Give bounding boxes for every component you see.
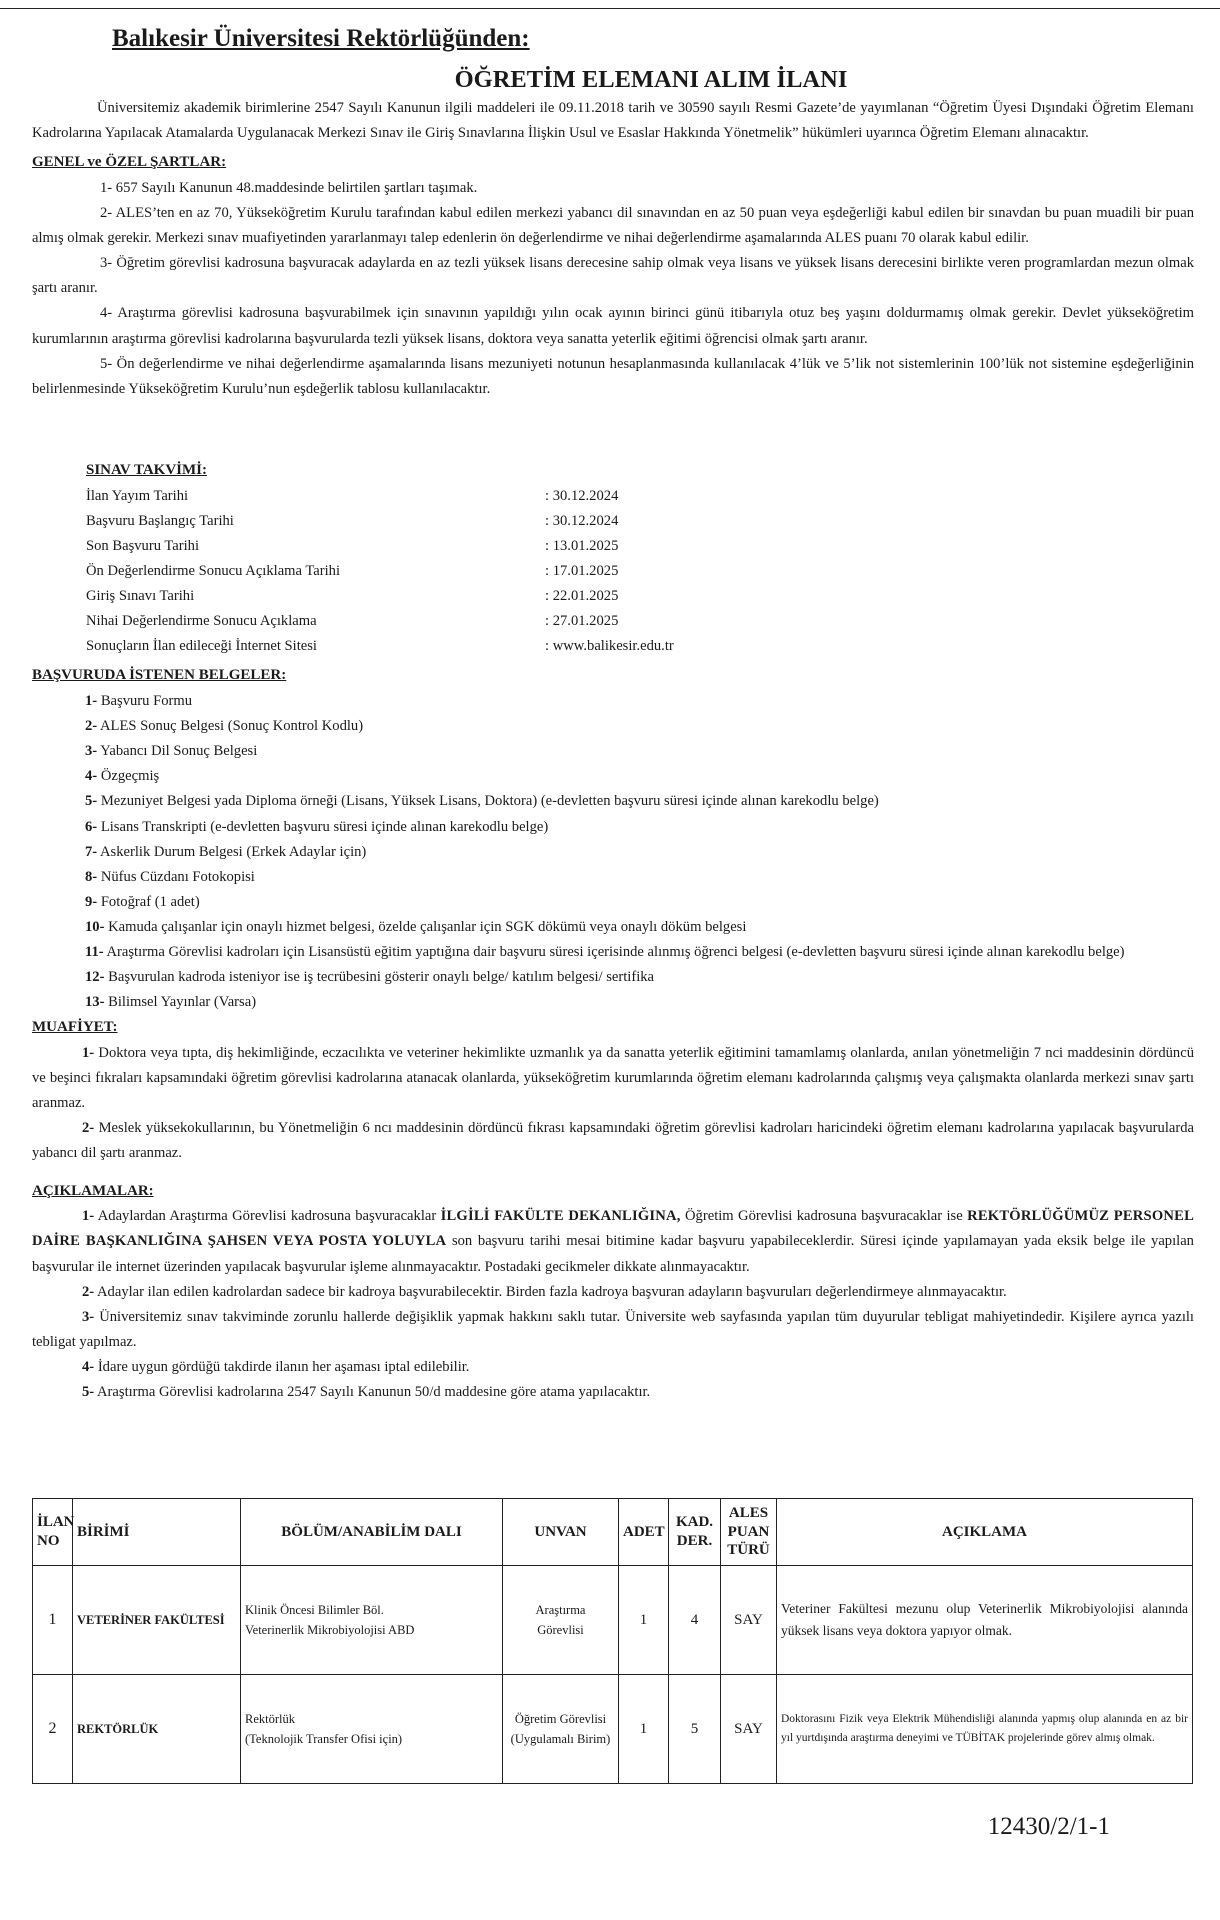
reference-number: 12430/2/1-1 [987, 1813, 1110, 1840]
exemption-heading: MUAFİYET: [32, 1019, 118, 1036]
item-number: 2- [82, 1120, 95, 1137]
explanations-heading: AÇIKLAMALAR: [32, 1182, 154, 1199]
cell-dept [241, 1675, 503, 1784]
item-text: Araştırma Görevlisi kadrolarına 2547 Sayılı Kanunun 50/d maddesine göre atama yapılacaktır. [94, 1384, 651, 1401]
item-text: Üniversitemiz sınav takviminde zorunlu hallerde değişiklik yapmak hakkını saklı tutar. Üniversite web sayfasında yapılan tüm duyurular tebligat mahiyetindedir. Kişilere ayrıca yazılı tebligat yapılmaz. [32, 1308, 1194, 1350]
cell-desc: Doktorasını Fizik veya Elektrik Mühendisliği alanında yapmış olup alanında en az bir yıl yurtdışında araştırma deneyimi ve TÜBİTAK projelerinde görev almış olmak. [777, 1675, 1193, 1784]
emphasis-text: İLGİLİ FAKÜLTE DEKANLIĞINA, [440, 1208, 681, 1225]
exam-calendar [32, 458, 1194, 659]
explanation-item [32, 1305, 1194, 1355]
title-line: Öğretim Görevlisi [514, 1712, 607, 1726]
institution-title: Balıkesir Üniversitesi Rektörlüğünden: [112, 25, 530, 52]
document-item [32, 689, 1194, 714]
cell-degree: 5 [669, 1675, 721, 1784]
item-text: Adaylar ilan edilen kadrolardan sadece bir kadroya başvurabilecektir. Birden fazla kadroya başvuran adayların başvuruları değerlendirmeye alınmayacaktır. [94, 1283, 1007, 1300]
item-number: 11- [85, 944, 104, 961]
calendar-value: : 13.01.2025 [545, 537, 619, 554]
item-text: Nüfus Cüzdanı Fotokopisi [97, 868, 255, 885]
col-header-ales: ALES PUAN TÜRÜ [721, 1499, 777, 1566]
exemption-item [32, 1116, 1194, 1166]
cell-no: 2 [33, 1675, 73, 1784]
item-text: son başvuru tarihi mesai bitimine kadar başvuru yapabileceklerdir. Süresi içinde yapılamayan yada eksik belge ile yapılan başvurular ile internet üzerinden yapılacak başvurular işleme alınmayacaktır. Postadaki gecikmeler dikkate alınmayacaktır. [32, 1233, 1194, 1275]
main-content [32, 96, 1194, 1405]
item-text: Fotoğraf (1 adet) [97, 893, 200, 910]
title-line: Görevlisi [537, 1623, 584, 1637]
condition-item: 5- Ön değerlendirme ve nihai değerlendirme aşamalarında lisans mezuniyeti notunun hesaplanmasında kullanılacak 4’lük ve 5’lik not sistemlerinin 100’lük not sistemine eşdeğerliğinin belirlenmesinde Yükseköğretim Kurulu’nun eşdeğerlik tablosu kullanılacaktır. [32, 355, 1194, 397]
item-text: Mezuniyet Belgesi yada Diploma örneği (Lisans, Yüksek Lisans, Doktora) (e-devletten başvuru süresi içinde alınan karekodlu belge) [97, 793, 879, 810]
document-item [32, 865, 1194, 890]
cell-dept [241, 1566, 503, 1675]
calendar-value: : 22.01.2025 [545, 588, 619, 604]
cell-title [503, 1675, 619, 1784]
announcement-title: ÖĞRETİM ELEMANI ALIM İLANI [454, 66, 848, 94]
item-number: 4- [82, 1358, 95, 1375]
cell-count: 1 [619, 1566, 669, 1675]
calendar-label: Ön Değerlendirme Sonucu Açıklama Tarihi [86, 562, 341, 579]
documents-heading: BAŞVURUDA İSTENEN BELGELER: [32, 667, 287, 684]
explanation-item [32, 1280, 1194, 1305]
item-text: Askerlik Durum Belgesi (Erkek Adaylar için) [97, 843, 367, 860]
cell-count: 1 [619, 1675, 669, 1784]
cell-ales: SAY [721, 1566, 777, 1675]
item-number: 2- [82, 1283, 95, 1300]
item-text: Özgeçmiş [97, 768, 160, 785]
item-text: Doktora veya tıpta, diş hekimliğinde, eczacılıkta ve veteriner hekimlikte uzmanlık ya da sanatta yeterlik eğitimini tamamlamış olanlarda, anılan yönetmeliğin 7 nci maddesinin dördüncü ve beşinci fıkraları kapsamındaki öğretim görevlisi kadrolarına atanacak olanlarda, yükseköğretim kurumlarında öğretim elemanı kadrolarında çalışmış veya çalışmakta olanlarda merkezi sınav şartı aranmaz. [32, 1045, 1194, 1112]
dept-line: Veterinerlik Mikrobiyolojisi ABD [245, 1623, 415, 1637]
explanation-item [32, 1204, 1194, 1279]
calendar-label: Son Başvuru Tarihi [86, 537, 200, 554]
item-text: Başvurulan kadroda isteniyor ise iş tecrübesini gösterir onaylı belge/ katılım belgesi/ sertifika [104, 969, 655, 986]
item-number: 2- [85, 718, 98, 735]
calendar-label: Başvuru Başlangıç Tarihi [86, 512, 234, 529]
item-number: 5- [82, 1384, 95, 1401]
item-number: 12- [85, 969, 105, 986]
condition-item: 4- Araştırma görevlisi kadrosuna başvurabilmek için sınavının yapıldığı yılın ocak ayının birinci günü itibarıyla otuz beş yaşını doldurmamış olmak gerekir. Devlet yükseköğretim kurumlarının araştırma görevlisi kadrolarına başvurularda tezli yüksek lisans, doktora veya sanatta yeterlik eğitimi öğrencisi olmak şartı aranır. [32, 305, 1194, 347]
cell-degree: 4 [669, 1566, 721, 1675]
calendar-value: : 17.01.2025 [545, 562, 619, 579]
cell-ales: SAY [721, 1675, 777, 1784]
calendar-heading: SINAV TAKVİMİ: [86, 461, 208, 478]
conditions-heading: GENEL ve ÖZEL ŞARTLAR: [32, 154, 227, 171]
calendar-label: Giriş Sınavı Tarihi [86, 588, 195, 604]
col-header-title: UNVAN [503, 1499, 619, 1566]
item-text: ALES Sonuç Belgesi (Sonuç Kontrol Kodlu) [97, 718, 364, 735]
item-number: 6- [85, 818, 98, 835]
item-text: Adaylardan Araştırma Görevlisi kadrosuna başvuracaklar [94, 1208, 441, 1225]
item-text: Araştırma Görevlisi kadroları için Lisansüstü eğitim yaptığına dair başvuru süresi içerisinde alınmış öğrenci belgesi (e-devletten başvuru süresi içinde alınan karekodlu belge) [103, 944, 1125, 961]
item-number: 5- [85, 793, 98, 810]
header [112, 24, 1120, 94]
table-row [33, 1675, 1193, 1784]
item-text: Yabancı Dil Sonuç Belgesi [97, 743, 258, 760]
calendar-row [32, 509, 1194, 534]
document-item [32, 840, 1194, 865]
calendar-row [32, 584, 1194, 609]
item-number: 4- [85, 768, 98, 785]
positions-table [32, 1498, 1193, 1784]
item-number: 8- [85, 868, 98, 885]
item-text: Kamuda çalışanlar için onaylı hizmet belgesi, özelde çalışanlar için SGK dökümü veya onaylı döküm belgesi [104, 918, 747, 935]
title-line: Araştırma [535, 1603, 586, 1617]
document-item [32, 990, 1194, 1015]
calendar-value: : 30.12.2024 [545, 487, 619, 504]
condition-item: 1- 657 Sayılı Kanunun 48.maddesinde belirtilen şartları taşımak. [100, 179, 478, 196]
condition-item: 2- ALES’ten en az 70, Yükseköğretim Kurulu tarafından kabul edilen merkezi yabancı dil sınavından en az 50 puan veya eşdeğerliği kabul edilen bir sınavdan bu puan muadili bir puan almış olmak gerekir. Merkezi sınav muafiyetinden yararlanmayı talep edenlerin ön değerlendirme ve nihai değerlendirme aşamalarında ALES puanı 70 olarak kabul edilir. [32, 205, 1194, 247]
section-spacer [32, 402, 1194, 458]
item-text: İdare uygun gördüğü takdirde ilanın her aşaması iptal edilebilir. [94, 1358, 470, 1375]
item-number: 3- [85, 743, 98, 760]
document-item [32, 940, 1194, 965]
calendar-value: : 27.01.2025 [545, 613, 619, 630]
item-text: Meslek yüksekokullarının, bu Yönetmeliğin 6 ncı maddesinin dördüncü fıkrası kapsamındaki öğretim görevlisi kadroları haricindeki öğretim elemanı kadrolarına yapılacak başvurularda yabancı dil şartı aranmaz. [32, 1120, 1194, 1162]
calendar-row [32, 484, 1194, 509]
table-row [33, 1566, 1193, 1675]
calendar-row [32, 609, 1194, 634]
item-number: 1- [85, 693, 98, 710]
dept-line: Rektörlük [245, 1712, 295, 1726]
item-text: Lisans Transkripti (e-devletten başvuru süresi içinde alınan karekodlu belge) [97, 818, 549, 835]
table-header-row [33, 1499, 1193, 1566]
item-text: Bilimsel Yayınlar (Varsa) [104, 994, 257, 1011]
calendar-label: Nihai Değerlendirme Sonucu Açıklama [86, 613, 317, 630]
calendar-row [32, 634, 1194, 659]
title-line: (Uygulamalı Birim) [510, 1732, 611, 1746]
calendar-row [32, 534, 1194, 559]
dept-line: (Teknolojik Transfer Ofisi için) [245, 1732, 403, 1746]
item-number: 3- [82, 1308, 95, 1325]
website-link[interactable]: : www.balikesir.edu.tr [545, 638, 674, 655]
col-header-unit: BİRİMİ [73, 1499, 241, 1566]
document-item [32, 890, 1194, 915]
calendar-row [32, 559, 1194, 584]
col-header-count: ADET [619, 1499, 669, 1566]
calendar-label: İlan Yayım Tarihi [86, 487, 189, 504]
item-text: Öğretim Görevlisi kadrosuna başvuracaklar ise [680, 1208, 968, 1225]
document-item [32, 764, 1194, 789]
item-number: 1- [82, 1045, 95, 1062]
document-item [32, 815, 1194, 840]
item-number: 7- [85, 843, 98, 860]
explanation-item [32, 1355, 1194, 1380]
dept-line: Klinik Öncesi Bilimler Böl. [245, 1603, 384, 1617]
item-number: 1- [82, 1208, 95, 1225]
document-item [32, 965, 1194, 990]
document-item [32, 739, 1194, 764]
item-number: 13- [85, 994, 105, 1011]
item-number: 10- [85, 918, 105, 935]
item-text: Başvuru Formu [97, 693, 193, 710]
cell-unit: REKTÖRLÜK [73, 1675, 241, 1784]
explanation-item [32, 1380, 1194, 1405]
intro-paragraph: Üniversitemiz akademik birimlerine 2547 Sayılı Kanunun ilgili maddeleri ile 09.11.2018 tarih ve 30590 sayılı Resmi Gazete’de yayımlanan “Öğretim Üyesi Dışındaki Öğretim Elemanı Kadrolarına Yapılacak Atamalarda Uygulanacak Merkezi Sınav ile Giriş Sınavlarına İlişkin Usul ve Esaslar Hakkında Yönetmelik” hükümleri uyarınca Öğretim Elemanı alınacaktır. [32, 100, 1194, 142]
top-rule [0, 8, 1220, 9]
document-item [32, 714, 1194, 739]
cell-desc: Veteriner Fakültesi mezunu olup Veterinerlik Mikrobiyolojisi alanında yüksek lisans veya doktora yapıyor olmak. [777, 1566, 1193, 1675]
emphasis-text: REKTÖRLÜĞÜMÜZ PERSONEL DAİRE BAŞKANLIĞINA ŞAHSEN VEYA POSTA YOLUYLA [32, 1208, 1195, 1250]
document-item [32, 789, 1194, 814]
col-header-dept: BÖLÜM/ANABİLİM DALI [241, 1499, 503, 1566]
condition-item: 3- Öğretim görevlisi kadrosuna başvuracak adaylarda en az tezli yüksek lisans derecesine sahip olmak veya lisans ve yüksek lisans derecesini birlikte veren programlardan mezun olmak şartı aranır. [32, 255, 1194, 297]
cell-title [503, 1566, 619, 1675]
col-header-no: İLAN NO [33, 1499, 73, 1566]
cell-no: 1 [33, 1566, 73, 1675]
item-number: 9- [85, 893, 98, 910]
col-header-desc: AÇIKLAMA [777, 1499, 1193, 1566]
calendar-label: Sonuçların İlan edileceği İnternet Sitesi [86, 638, 317, 655]
exemption-item [32, 1041, 1194, 1116]
document-item [32, 915, 1194, 940]
cell-unit: VETERİNER FAKÜLTESİ [73, 1566, 241, 1675]
calendar-value: : 30.12.2024 [545, 512, 619, 529]
col-header-degree: KAD. DER. [669, 1499, 721, 1566]
